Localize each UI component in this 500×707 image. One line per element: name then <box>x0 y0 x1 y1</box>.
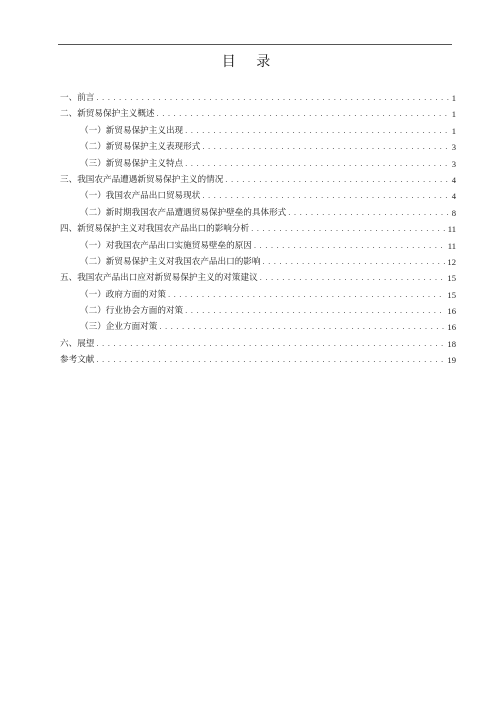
toc-dot-leader <box>96 336 445 352</box>
toc-dot-leader <box>185 123 450 139</box>
toc-entry-label: 四、新贸易保护主义对我国农产品出口的影响分析 <box>60 224 250 235</box>
toc-entry-label: （一）政府方面的对策 <box>80 289 166 300</box>
toc-entry-label: （一）我国农产品出口贸易现状 <box>80 191 201 202</box>
toc-entry[interactable] <box>60 319 456 335</box>
toc-entry-page-number: 3 <box>451 142 456 153</box>
toc-entry[interactable] <box>60 156 456 172</box>
toc-entry-label: （二）新时期我国农产品遭遇贸易保护壁垒的具体形式 <box>80 207 287 218</box>
toc-entry[interactable] <box>60 336 456 352</box>
toc-entry[interactable] <box>60 205 456 221</box>
toc-entry-label: （一）对我国农产品出口实施贸易壁垒的原因 <box>80 240 252 251</box>
toc-dot-leader <box>202 188 449 204</box>
toc-entry-page-number: 16 <box>447 322 456 333</box>
toc-entry-label: 六、展望 <box>60 338 95 349</box>
toc-entry-page-number: 4 <box>451 174 456 185</box>
toc-entry[interactable] <box>60 287 456 303</box>
toc-entry-label: 五、我国农产品出口应对新贸易保护主义的对策建议 <box>60 273 258 284</box>
toc-entry[interactable] <box>60 221 456 237</box>
toc-dot-leader <box>185 156 450 172</box>
toc-entry-page-number: 1 <box>451 92 456 103</box>
toc-entry-page-number: 15 <box>447 273 456 284</box>
toc-dot-leader <box>168 287 445 303</box>
toc-entry[interactable] <box>60 172 456 188</box>
toc-entry-page-number: 12 <box>447 256 456 267</box>
toc-entry-page-number: 1 <box>451 125 456 136</box>
toc-entry-label: （三）新贸易保护主义特点 <box>80 158 184 169</box>
table-of-contents <box>60 90 456 369</box>
toc-dot-leader <box>225 172 449 188</box>
toc-entry-label: （一）新贸易保护主义出现 <box>80 125 184 136</box>
toc-entry[interactable] <box>60 106 456 122</box>
toc-entry-page-number: 11 <box>447 240 456 251</box>
toc-entry[interactable] <box>60 352 456 368</box>
toc-entry[interactable] <box>60 188 456 204</box>
toc-entry-label: （二）新贸易保护主义表现形式 <box>80 142 201 153</box>
toc-entry-page-number: 19 <box>447 355 456 366</box>
toc-entry-label: （三）企业方面对策 <box>80 322 158 333</box>
toc-dot-leader <box>262 254 445 270</box>
toc-dot-leader <box>251 221 446 237</box>
toc-entry-page-number: 18 <box>447 338 456 349</box>
toc-entry[interactable] <box>60 139 456 155</box>
toc-entry[interactable] <box>60 254 456 270</box>
toc-dot-leader <box>96 352 445 368</box>
toc-entry-label: 二、新贸易保护主义概述 <box>60 109 155 120</box>
toc-entry-page-number: 8 <box>451 207 456 218</box>
toc-entry[interactable] <box>60 303 456 319</box>
toc-entry-page-number: 3 <box>451 158 456 169</box>
toc-entry-page-number: 16 <box>447 306 456 317</box>
toc-entry[interactable] <box>60 238 456 254</box>
toc-dot-leader <box>157 106 450 122</box>
toc-entry-label: （二）新贸易保护主义对我国农产品出口的影响 <box>80 256 261 267</box>
toc-entry-label: （二）行业协会方面的对策 <box>80 306 184 317</box>
toc-entry-label: 三、我国农产品遭遇新贸易保护主义的情况 <box>60 174 224 185</box>
toc-entry-page-number: 11 <box>447 224 456 235</box>
toc-entry[interactable] <box>60 270 456 286</box>
toc-dot-leader <box>288 205 449 221</box>
toc-dot-leader <box>185 303 445 319</box>
toc-entry-page-number: 4 <box>451 191 456 202</box>
toc-entry-label: 一、前言 <box>60 92 95 103</box>
toc-dot-leader <box>254 238 446 254</box>
toc-entry-label: 参考文献 <box>60 355 95 366</box>
toc-entry-page-number: 15 <box>447 289 456 300</box>
toc-entry[interactable] <box>60 90 456 106</box>
toc-dot-leader <box>159 319 445 335</box>
toc-entry[interactable] <box>60 123 456 139</box>
toc-entry-page-number: 1 <box>451 109 456 120</box>
toc-dot-leader <box>96 90 449 106</box>
header-rule <box>58 44 452 45</box>
page-title: 目 录 <box>221 54 279 70</box>
toc-dot-leader <box>202 139 449 155</box>
toc-dot-leader <box>260 270 446 286</box>
